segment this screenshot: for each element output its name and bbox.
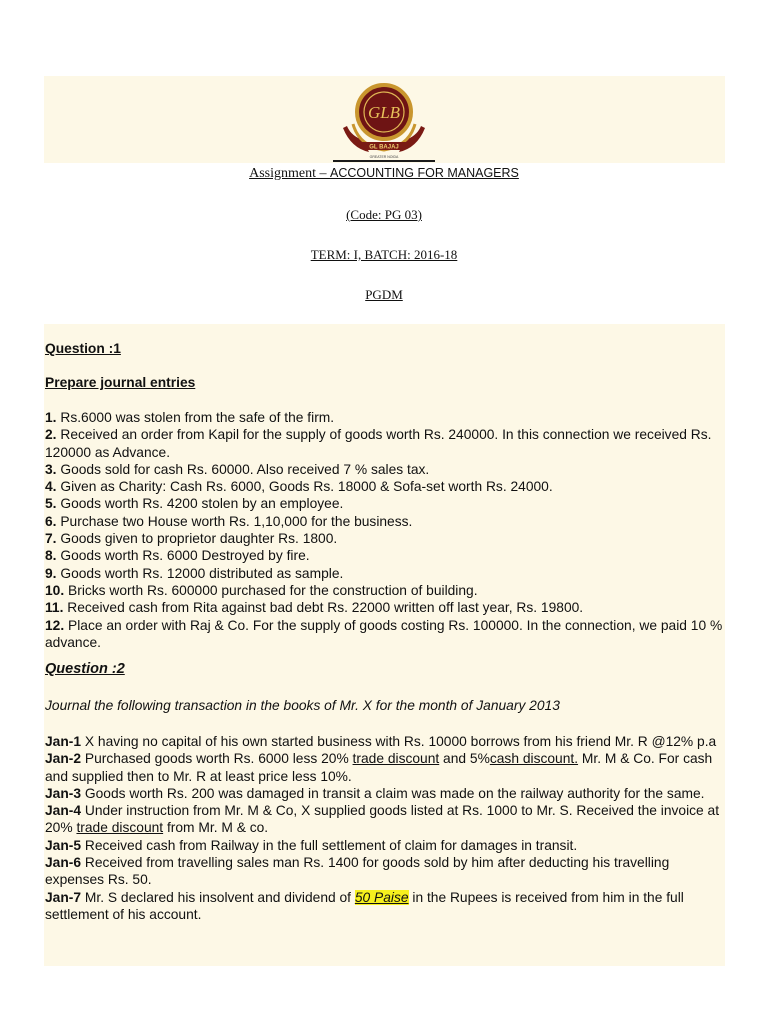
list-item: 1. Rs.6000 was stolen from the safe of the firm.	[45, 410, 335, 425]
list-item: Jan-2 Purchased goods worth Rs. 6000 less 20% trade discount and 5%cash discount. Mr. M & Co. For cash and supplied then to Mr. R at least price less 10%.	[45, 751, 713, 784]
question-2-list	[45, 733, 725, 923]
list-item: Jan-7 Mr. S declared his insolvent and dividend of 50 Paise in the Rupees is received from him in the full settlement of his account.	[45, 889, 684, 922]
question-1-list	[45, 409, 725, 651]
list-item: 5. Goods worth Rs. 4200 stolen by an employee.	[45, 496, 344, 512]
question-2-heading: Question :2	[45, 661, 125, 677]
list-item: 8. Goods worth Rs. 6000 Destroyed by fire.	[45, 548, 310, 564]
program-name: PGDM	[365, 287, 403, 302]
list-item: Jan-6 Received from travelling sales man Rs. 1400 for goods sold by him after deducting his travelling expenses Rs. 50.	[45, 855, 670, 888]
logo-monogram: GLB	[367, 103, 401, 122]
question-2-intro: Journal the following transaction in the books of Mr. X for the month of January 2013	[45, 698, 560, 713]
logo-tagline: GREATER NOIDA	[369, 155, 399, 159]
list-item: Jan-5 Received cash from Railway in the full settlement of claim for damages in transit.	[45, 837, 578, 853]
list-item: Jan-3 Goods worth Rs. 200 was damaged in transit a claim was made on the railway authority for the same.	[45, 785, 705, 801]
term-batch: TERM: I, BATCH: 2016-18	[310, 247, 458, 262]
assignment-title	[0, 166, 768, 182]
logo-text: GL BAJAJ	[369, 144, 399, 151]
list-item: Jan-4 Under instruction from Mr. M & Co, X supplied goods listed at Rs. 1000 to Mr. S. Received the invoice at 20% trade discount from Mr. M & co.	[45, 803, 720, 836]
list-item: 11. Received cash from Rita against bad debt Rs. 22000 written off last year, Rs. 19800.	[45, 600, 584, 616]
list-item: 4. Given as Charity: Cash Rs. 6000, Goods Rs. 18000 & Sofa-set worth Rs. 24000.	[45, 479, 553, 495]
logo-divider	[333, 160, 435, 162]
course-code: (Code: PG 03)	[346, 207, 422, 222]
question-1-heading: Question :1	[45, 341, 121, 356]
title-dash: –	[315, 166, 330, 181]
college-crest-logo	[333, 78, 435, 162]
list-item: 9. Goods worth Rs. 12000 distributed as sample.	[45, 565, 344, 581]
list-item: 7. Goods given to proprietor daughter Rs. 1800.	[45, 531, 338, 547]
list-item: 3. Goods sold for cash Rs. 60000. Also received 7 % sales tax.	[45, 461, 430, 477]
list-item: 12. Place an order with Raj & Co. For the supply of goods costing Rs. 100000. In the connection, we paid 10 % advance.	[45, 617, 723, 650]
course-name: ACCOUNTING FOR MANAGERS	[329, 166, 519, 180]
list-item: 6. Purchase two House worth Rs. 1,10,000 for the business.	[45, 513, 413, 529]
question-1-subheading: Prepare journal entries	[45, 375, 196, 390]
highlighted-text: 50 Paise	[354, 889, 409, 905]
list-item: 2. Received an order from Kapil for the supply of goods worth Rs. 240000. In this connection we received Rs. 120000 as Advance.	[45, 427, 712, 460]
list-item: Jan-1 X having no capital of his own started business with Rs. 10000 borrows from his friend Mr. R @12% p.a	[45, 734, 717, 749]
title-prefix: Assignment	[249, 166, 316, 181]
list-item: 10. Bricks worth Rs. 600000 purchased for the construction of building.	[45, 582, 478, 598]
